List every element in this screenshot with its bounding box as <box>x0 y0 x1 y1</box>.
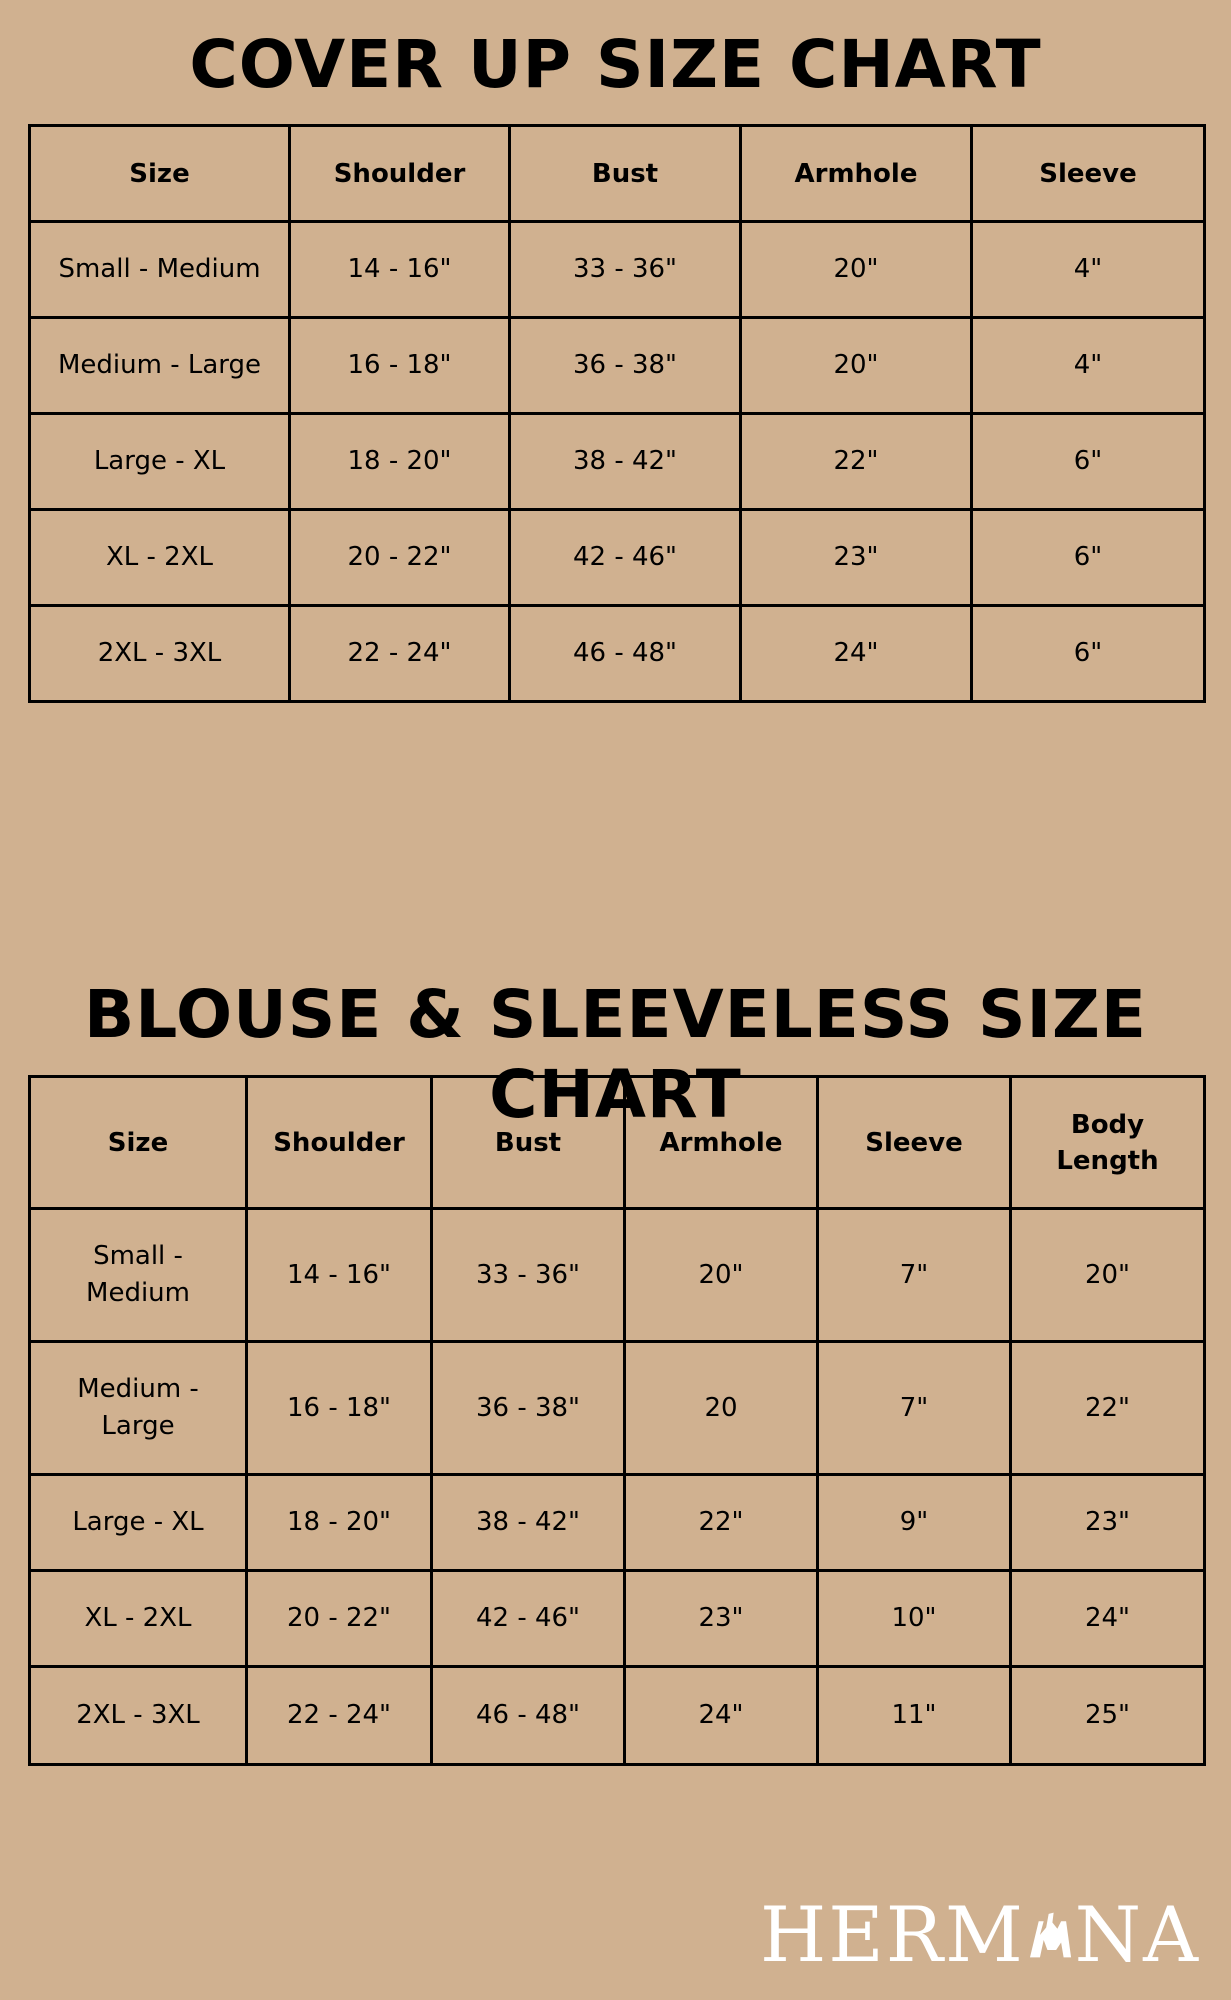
table-row <box>30 318 1205 414</box>
table-cell: Large - XL <box>30 414 290 510</box>
table-cell: 4" <box>972 222 1205 318</box>
table-cell: 20 - 22" <box>247 1571 432 1667</box>
table-cell: 42 - 46" <box>432 1571 625 1667</box>
header-cell: Armhole <box>741 126 972 222</box>
table-cell: 14 - 16" <box>290 222 510 318</box>
table-header-row <box>30 1077 1205 1209</box>
table-cell: 46 - 48" <box>510 606 741 702</box>
table-cell: XL - 2XL <box>30 1571 247 1667</box>
table-row <box>30 222 1205 318</box>
table-cell: 20" <box>1011 1209 1205 1342</box>
table-row <box>30 510 1205 606</box>
table-row <box>30 1667 1205 1765</box>
table-cell: 36 - 38" <box>510 318 741 414</box>
table-row <box>30 606 1205 702</box>
table-cell: 16 - 18" <box>247 1342 432 1475</box>
table-row <box>30 1475 1205 1571</box>
table-cell: 14 - 16" <box>247 1209 432 1342</box>
cover-up-size-table <box>28 124 1206 703</box>
table-cell: 6" <box>972 414 1205 510</box>
table-cell: 42 - 46" <box>510 510 741 606</box>
table-cell: 23" <box>625 1571 818 1667</box>
table-cell: 2XL - 3XL <box>30 606 290 702</box>
table-cell: 25" <box>1011 1667 1205 1765</box>
table-cell: 11" <box>818 1667 1011 1765</box>
table-cell: 20 <box>625 1342 818 1475</box>
header-cell: Shoulder <box>247 1077 432 1209</box>
table-cell: 23" <box>1011 1475 1205 1571</box>
table-cell: 24" <box>625 1667 818 1765</box>
table-cell: 38 - 42" <box>432 1475 625 1571</box>
table-cell: Small - Medium <box>30 1209 247 1342</box>
header-cell: Size <box>30 1077 247 1209</box>
table-cell: 18 - 20" <box>290 414 510 510</box>
header-cell: Sleeve <box>972 126 1205 222</box>
table-cell: 4" <box>972 318 1205 414</box>
table-cell: 20" <box>625 1209 818 1342</box>
table-cell: 18 - 20" <box>247 1475 432 1571</box>
table-cell: 22" <box>1011 1342 1205 1475</box>
header-cell: Armhole <box>625 1077 818 1209</box>
table-cell: 6" <box>972 606 1205 702</box>
logo-text-right: NA <box>1074 1890 1200 1979</box>
table-cell: 16 - 18" <box>290 318 510 414</box>
table-cell: 33 - 36" <box>510 222 741 318</box>
figure-silhouette-icon <box>1025 1895 1075 1975</box>
table-row <box>30 1209 1205 1342</box>
table-cell: 7" <box>818 1209 1011 1342</box>
table-cell: 2XL - 3XL <box>30 1667 247 1765</box>
table-header-row <box>30 126 1205 222</box>
table-cell: 24" <box>741 606 972 702</box>
brand-logo <box>760 1890 1200 1979</box>
table-cell: 22" <box>625 1475 818 1571</box>
table-cell: 7" <box>818 1342 1011 1475</box>
header-cell: Shoulder <box>290 126 510 222</box>
blouse-size-table <box>28 1075 1206 1766</box>
table-cell: 46 - 48" <box>432 1667 625 1765</box>
table-row <box>30 414 1205 510</box>
table-cell: 36 - 38" <box>432 1342 625 1475</box>
header-cell: Bust <box>432 1077 625 1209</box>
header-cell: Body Length <box>1011 1077 1205 1209</box>
table-cell: 22 - 24" <box>247 1667 432 1765</box>
blouse-title: BLOUSE & SLEEVELESS SIZE CHART <box>83 976 1148 1133</box>
table-cell: 9" <box>818 1475 1011 1571</box>
table-cell: 20" <box>741 318 972 414</box>
table-cell: 23" <box>741 510 972 606</box>
table-cell: 20 - 22" <box>290 510 510 606</box>
table-cell: 33 - 36" <box>432 1209 625 1342</box>
table-cell: Small - Medium <box>30 222 290 318</box>
table-cell: 10" <box>818 1571 1011 1667</box>
table-cell: 6" <box>972 510 1205 606</box>
table-cell: 24" <box>1011 1571 1205 1667</box>
cover-up-title: COVER UP SIZE CHART <box>189 26 1042 103</box>
table-cell: 22 - 24" <box>290 606 510 702</box>
table-cell: 38 - 42" <box>510 414 741 510</box>
table-cell: 20" <box>741 222 972 318</box>
table-cell: XL - 2XL <box>30 510 290 606</box>
table-cell: Large - XL <box>30 1475 247 1571</box>
header-cell: Bust <box>510 126 741 222</box>
logo-text-left: HERM <box>760 1890 1025 1979</box>
table-cell: Medium - Large <box>30 1342 247 1475</box>
table-row <box>30 1571 1205 1667</box>
table-cell: 22" <box>741 414 972 510</box>
header-cell: Sleeve <box>818 1077 1011 1209</box>
table-cell: Medium - Large <box>30 318 290 414</box>
table-row <box>30 1342 1205 1475</box>
header-cell: Size <box>30 126 290 222</box>
